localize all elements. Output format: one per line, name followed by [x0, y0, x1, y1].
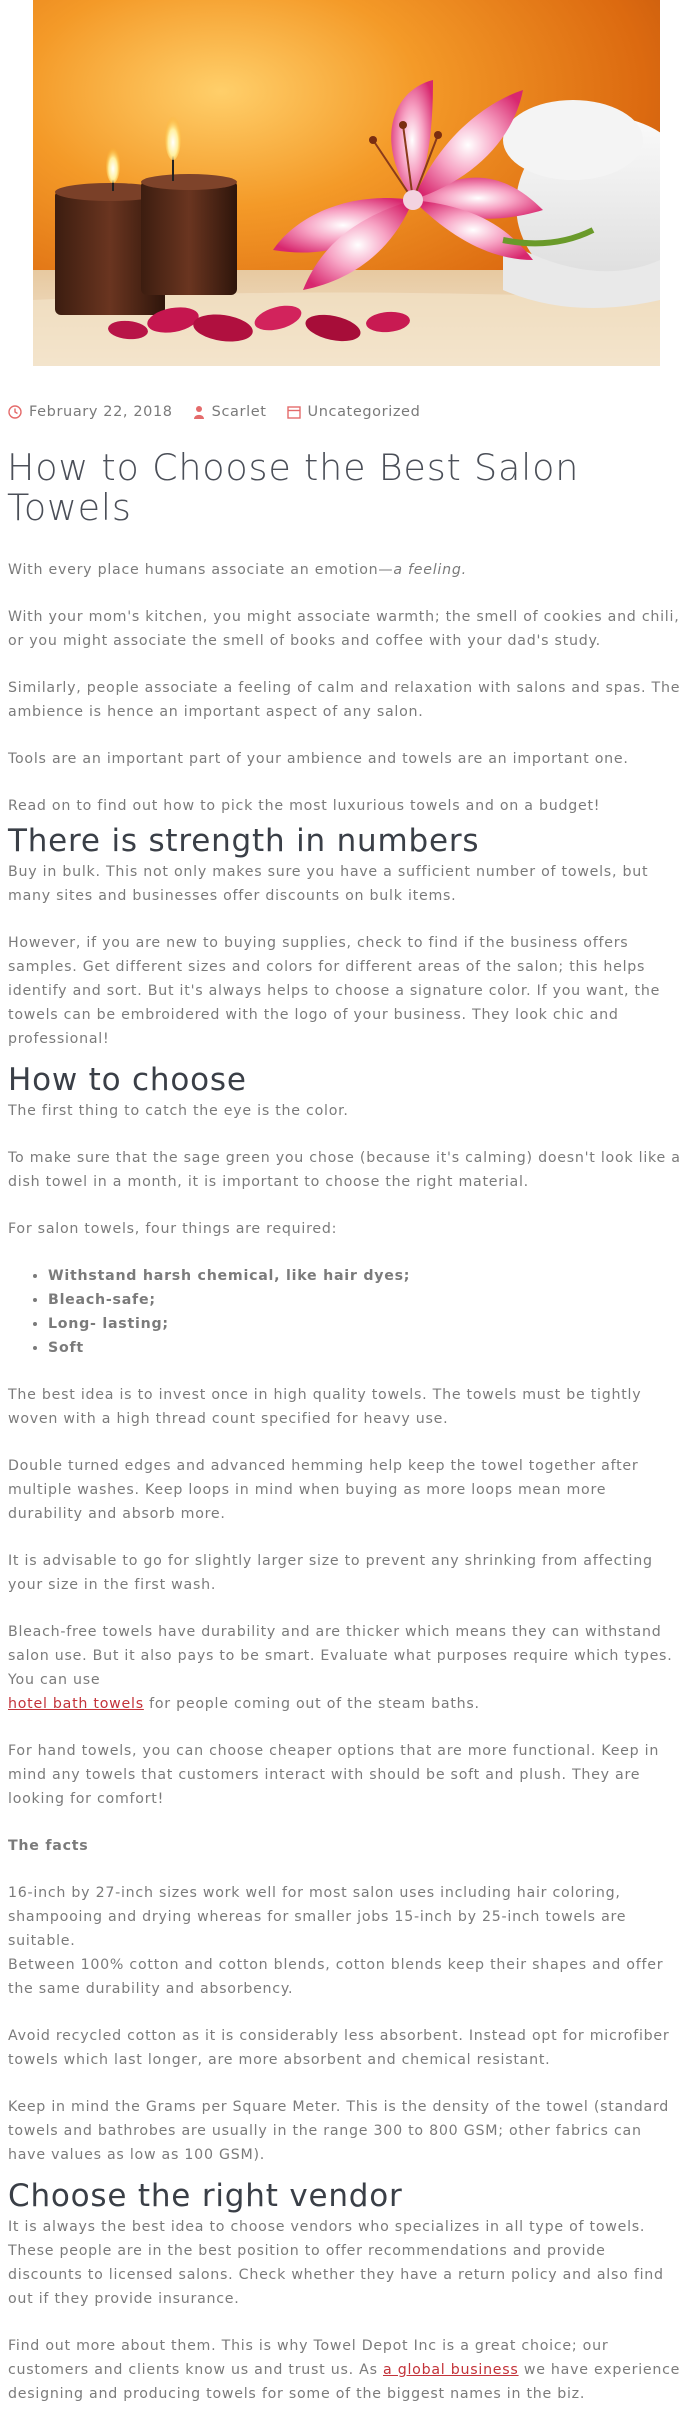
section-heading-strength: There is strength in numbers: [8, 823, 480, 859]
clock-icon: [8, 405, 22, 419]
section2-paragraph-7-text: Bleach-free towels have durability and are thicker which means they can withstand salon use. But it also pays to be smart. Evaluate what purposes require which types. You can use: [8, 1624, 673, 1688]
section2-paragraph-7-after: for people coming out of the steam baths.: [143, 1696, 480, 1712]
section3-paragraph-1: It is always the best idea to choose vendors who specializes in all type of towels. These people are in the best position to offer recommendations and provide discounts to licensed salons. Check whether they have a return policy and also find out if they provide insurance.: [8, 2219, 664, 2307]
post-author-text[interactable]: Scarlet: [211, 404, 267, 420]
cotton-text: Between 100% cotton and cotton blends, cotton blends keep their shapes and offer the same durability and absorbency.: [8, 1957, 664, 1997]
post-category-text[interactable]: Uncategorized: [307, 404, 421, 420]
section2-paragraph-2: To make sure that the sage green you chose (because it's calming) doesn't look like a dish towel in a month, it is important to choose the right material.: [8, 1150, 681, 1190]
post-author[interactable]: [193, 404, 267, 420]
section2-paragraph-4: The best idea is to invest once in high quality towels. The towels must be tightly woven with a high thread count specified for heavy use.: [8, 1387, 642, 1427]
hotel-bath-towels-link[interactable]: hotel bath towels: [8, 1696, 144, 1712]
post-meta: [8, 402, 440, 422]
section2-paragraph-9: [8, 1881, 684, 2001]
section3-paragraph-2-before: Find out more about them. This is why Towel Depot Inc is a great choice; our customers and clients know us and trust us. As: [8, 2338, 609, 2378]
intro-paragraph-3: Similarly, people associate a feeling of calm and relaxation with salons and spas. The ambience is hence an important aspect of any salon.: [8, 680, 681, 720]
facts-label: The facts: [8, 1838, 89, 1854]
facts-label-paragraph: [8, 1834, 684, 1858]
intro-paragraph-1: [8, 558, 684, 582]
sizes-text: 16-inch by 27-inch sizes work well for most salon uses including hair coloring, shampooing and drying whereas for smaller jobs 15-inch by 25-inch towels are suitable.: [8, 1885, 627, 1949]
list-item: • Soft: [48, 1336, 684, 1360]
list-item: • Bleach-safe;: [48, 1288, 684, 1312]
featured-image: [33, 0, 660, 366]
intro-paragraph-2: With your mom's kitchen, you might associate warmth; the smell of cookies and chili, or you might associate the smell of books and coffee with your dad's study.: [8, 609, 680, 649]
post-date-text[interactable]: February 22, 2018: [29, 404, 173, 420]
section2-paragraph-5: Double turned edges and advanced hemming help keep the towel together after multiple washes. Keep loops in mind when buying as more loops mean more durability and absorb more.: [8, 1458, 639, 1522]
section-heading-how-to-choose: How to choose: [8, 1062, 247, 1098]
post-date[interactable]: [8, 404, 173, 420]
section2-paragraph-10: Avoid recycled cotton as it is considerably less absorbent. Instead opt for microfiber towels which last longer, are more absorbent and chemical resistant.: [8, 2028, 670, 2068]
intro-paragraph-4: Tools are an important part of your ambience and towels are an important one.: [8, 751, 629, 767]
list-item: • Withstand harsh chemical, like hair dyes;: [48, 1264, 684, 1288]
section2-paragraph-8: For hand towels, you can choose cheaper options that are more functional. Keep in mind any towels that customers interact with should be soft and plush. They are looking for comfort!: [8, 1743, 660, 1807]
requirements-list: [8, 1264, 684, 1360]
section3-paragraph-2-after: we have experience designing and producing towels for some of the biggest names in the biz.: [8, 2362, 681, 2402]
user-icon: [193, 405, 205, 419]
section-heading-vendor: Choose the right vendor: [8, 2178, 403, 2214]
section2-paragraph-11: Keep in mind the Grams per Square Meter. This is the density of the towel (standard towels and bathrobes are usually in the range 300 to 800 GSM; other fabrics can have values as low as 100 GSM).: [8, 2099, 670, 2163]
spa-still-life-image: [33, 0, 660, 366]
section2-paragraph-6: It is advisable to go for slightly larger size to prevent any shrinking from affecting your size in the first wash.: [8, 1553, 653, 1593]
section2-paragraph-1: The first thing to catch the eye is the color.: [8, 1103, 349, 1119]
intro-paragraph-5: Read on to find out how to pick the most luxurious towels and on a budget!: [8, 798, 601, 814]
section2-paragraph-3: For salon towels, four things are required:: [8, 1221, 338, 1237]
list-item: • Long- lasting;: [48, 1312, 684, 1336]
section3-paragraph-2: [8, 2334, 684, 2406]
post-category[interactable]: [287, 404, 421, 420]
intro-emphasis: a feeling.: [393, 562, 467, 578]
intro-text-1: With every place humans associate an emotion—: [8, 562, 394, 578]
section1-paragraph-1: Buy in bulk. This not only makes sure you have a sufficient number of towels, but many sites and businesses offer discounts on bulk items.: [8, 864, 649, 904]
calendar-icon: [287, 405, 301, 419]
post-title: How to Choose the Best Salon Towels: [7, 446, 580, 529]
section2-paragraph-7: [8, 1620, 684, 1716]
post-content: [8, 558, 684, 2429]
section1-paragraph-2: However, if you are new to buying supplies, check to find if the business offers samples. Get different sizes and colors for different areas of the salon; this helps identify and sort. But it's always helps to choose a signature color. If you want, the towels can be embroidered with the logo of your business. They look chic and professional!: [8, 935, 661, 1047]
global-business-link[interactable]: a global business: [383, 2362, 519, 2378]
